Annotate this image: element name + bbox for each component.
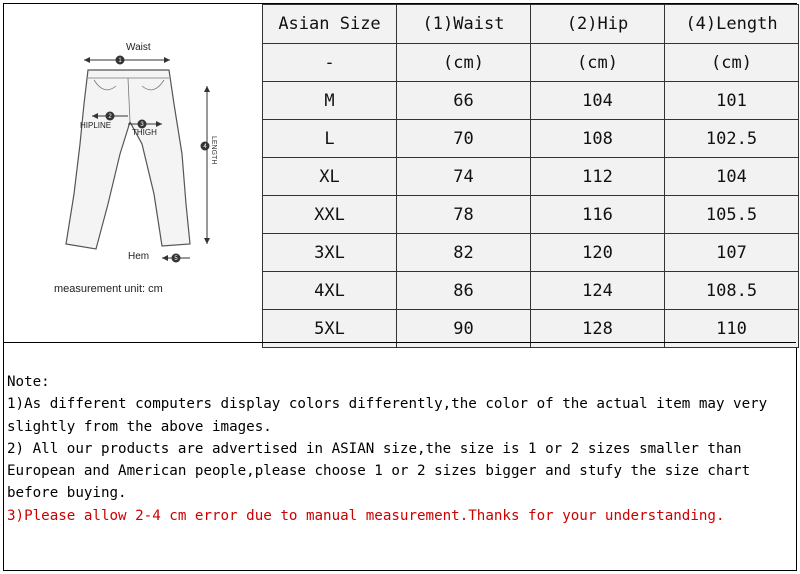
table-cell: 112 bbox=[531, 158, 665, 196]
table-cell: 107 bbox=[665, 234, 799, 272]
hem-label: Hem bbox=[128, 251, 150, 262]
unit-row bbox=[263, 44, 799, 82]
table-cell: 108 bbox=[531, 120, 665, 158]
marker-1: 1 bbox=[118, 58, 122, 64]
table-row bbox=[263, 272, 799, 310]
header-hip: (2)Hip bbox=[531, 5, 665, 44]
table-cell: XL bbox=[263, 158, 397, 196]
marker-5: 5 bbox=[174, 256, 178, 262]
notes-section bbox=[7, 371, 793, 527]
table-cell: 128 bbox=[531, 310, 665, 348]
table-row bbox=[263, 120, 799, 158]
pants-measurement-illustration bbox=[4, 4, 262, 342]
table-cell: 101 bbox=[665, 82, 799, 120]
table-row bbox=[263, 196, 799, 234]
table-cell: 3XL bbox=[263, 234, 397, 272]
table-cell: 74 bbox=[397, 158, 531, 196]
section-divider bbox=[4, 342, 796, 343]
table-row bbox=[263, 158, 799, 196]
header-length: (4)Length bbox=[665, 5, 799, 44]
table-row bbox=[263, 82, 799, 120]
measurement-unit-note: measurement unit: cm bbox=[54, 283, 163, 295]
table-cell: - bbox=[263, 44, 397, 82]
table-cell: 105.5 bbox=[665, 196, 799, 234]
table-cell: 116 bbox=[531, 196, 665, 234]
marker-2: 2 bbox=[108, 114, 112, 120]
table-cell: M bbox=[263, 82, 397, 120]
note-2: 2) All our products are advertised in ASIAN size,the size is 1 or 2 sizes smaller than European and American people,please choose 1 or 2 sizes bigger and stufy the size chart before buying. bbox=[7, 440, 751, 502]
hipline-label: HIPLINE bbox=[80, 121, 112, 130]
marker-3: 3 bbox=[140, 122, 144, 128]
table-cell: (cm) bbox=[531, 44, 665, 82]
notes-heading: Note: bbox=[7, 374, 50, 390]
table-cell: 70 bbox=[397, 120, 531, 158]
table-cell: 104 bbox=[531, 82, 665, 120]
waist-label: Waist bbox=[126, 42, 151, 53]
table-cell: (cm) bbox=[665, 44, 799, 82]
table-cell: 120 bbox=[531, 234, 665, 272]
table-cell: 104 bbox=[665, 158, 799, 196]
size-chart-table bbox=[262, 4, 799, 348]
length-label: LENGTH bbox=[210, 136, 217, 165]
table-cell: XXL bbox=[263, 196, 397, 234]
thigh-label: THIGH bbox=[132, 128, 157, 137]
header-waist: (1)Waist bbox=[397, 5, 531, 44]
table-cell: 102.5 bbox=[665, 120, 799, 158]
table-cell: (cm) bbox=[397, 44, 531, 82]
note-1: 1)As different computers display colors differently,the color of the actual item may very slightly from the above images. bbox=[7, 396, 768, 435]
table-row bbox=[263, 234, 799, 272]
table-cell: L bbox=[263, 120, 397, 158]
table-cell: 110 bbox=[665, 310, 799, 348]
note-3: 3)Please allow 2-4 cm error due to manual measurement.Thanks for your understanding. bbox=[7, 507, 725, 524]
table-cell: 78 bbox=[397, 196, 531, 234]
table-cell: 5XL bbox=[263, 310, 397, 348]
table-cell: 4XL bbox=[263, 272, 397, 310]
table-cell: 86 bbox=[397, 272, 531, 310]
marker-4: 4 bbox=[203, 144, 207, 150]
table-cell: 108.5 bbox=[665, 272, 799, 310]
table-cell: 66 bbox=[397, 82, 531, 120]
table-cell: 82 bbox=[397, 234, 531, 272]
header-asian-size: Asian Size bbox=[263, 5, 397, 44]
table-cell: 124 bbox=[531, 272, 665, 310]
table-header-row bbox=[263, 5, 799, 44]
table-cell: 90 bbox=[397, 310, 531, 348]
